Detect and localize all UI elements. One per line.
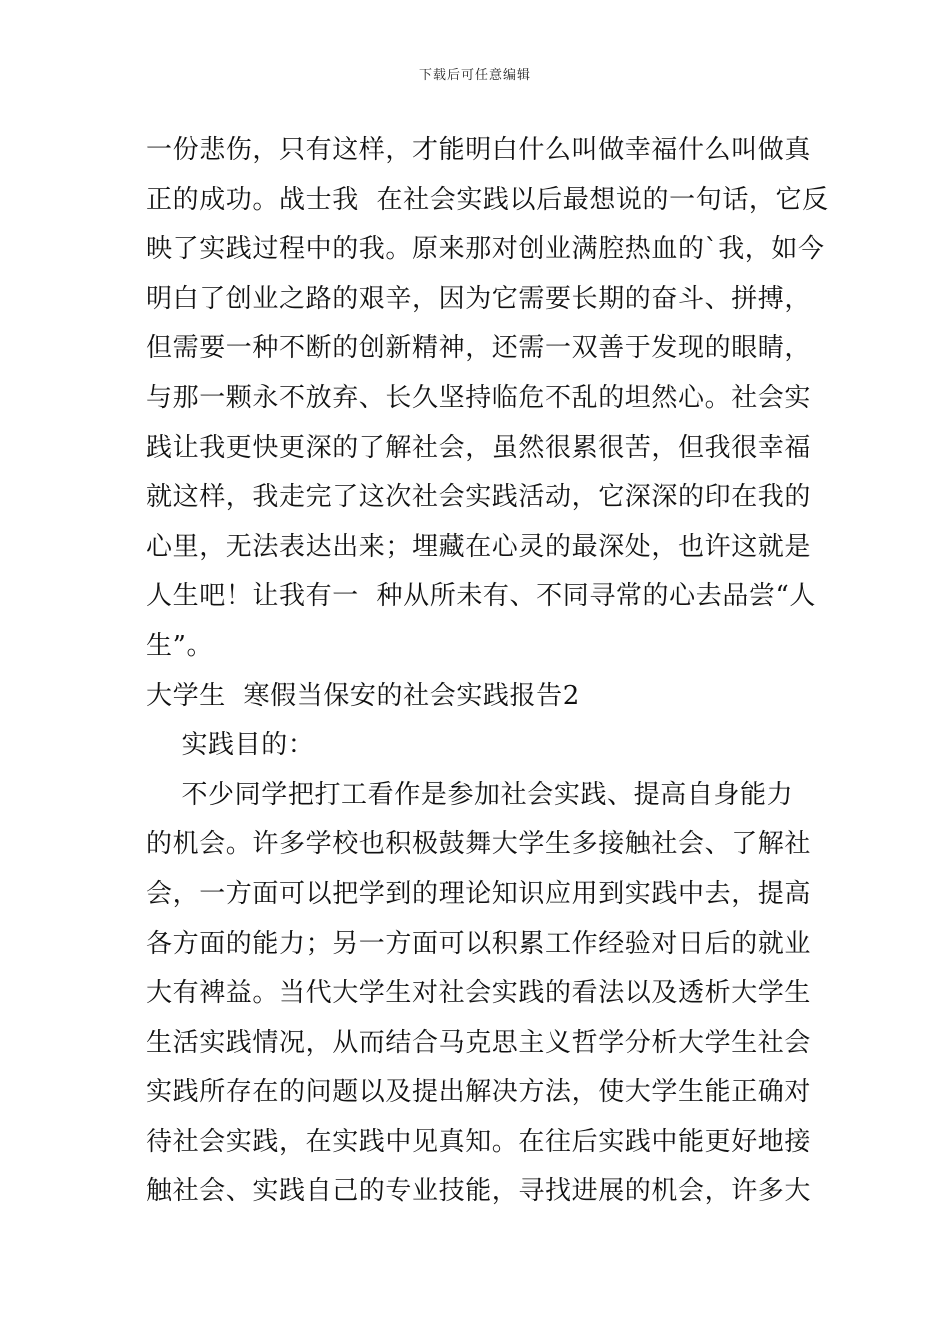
text-line: 实践所存在的问题以及提出解决方法，使大学生能正确对 [146, 1077, 812, 1108]
text-line: 的机会。许多学校也积极鼓舞大学生多接触社会、了解社 [146, 829, 812, 860]
subheading: 实践目的： [146, 730, 315, 761]
document-body [146, 126, 829, 1217]
text-line: 不少同学把打工看作是参加社会实践、提高自身能力 [146, 779, 794, 810]
text-line: 心里，无法表达出来；埋藏在心灵的最深处，也许这就是 [146, 531, 812, 562]
text-line: 各方面的能力；另一方面可以积累工作经验对日后的就业 [146, 928, 812, 959]
text-line: 待社会实践，在实践中见真知。在往后实践中能更好地接 [146, 1126, 812, 1157]
text-line: 会，一方面可以把学到的理论知识应用到实践中去，提高 [146, 878, 812, 909]
section-heading: 大学生 寒假当保安的社会实践报告2 [146, 680, 580, 711]
text-line: 大有裨益。当代大学生对社会实践的看法以及透析大学生 [146, 978, 812, 1009]
text-line: 正的成功。战士我 在社会实践以后最想说的一句话，它反 [146, 184, 829, 215]
text-line: 但需要一种不断的创新精神，还需一双善于发现的眼睛， [146, 333, 812, 364]
text-line: 就这样，我走完了这次社会实践活动，它深深的印在我的 [146, 482, 812, 513]
text-line: 一份悲伤，只有这样，才能明白什么叫做幸福什么叫做真 [146, 135, 812, 165]
text-line: 人生吧！让我有一 种从所未有、不同寻常的心去品尝“人 [146, 581, 817, 612]
text-line: 践让我更快更深的了解社会，虽然很累很苦，但我很幸福 [146, 432, 812, 463]
text-line: 生”。 [146, 630, 214, 661]
text-line: 生活实践情况，从而结合马克思主义哲学分析大学生社会 [146, 1027, 812, 1058]
text-line: 映了实践过程中的我。原来那对创业满腔热血的`我，如今 [146, 234, 825, 265]
text-line: 与那一颗永不放弃、长久坚持临危不乱的坦然心。社会实 [146, 382, 812, 413]
page-header: 下载后可任意编辑 [418, 68, 531, 83]
text-line: 触社会、实践自己的专业技能，寻找进展的机会，许多大 [146, 1176, 812, 1207]
text-line: 明白了创业之路的艰辛，因为它需要长期的奋斗、拼搏， [146, 283, 812, 314]
